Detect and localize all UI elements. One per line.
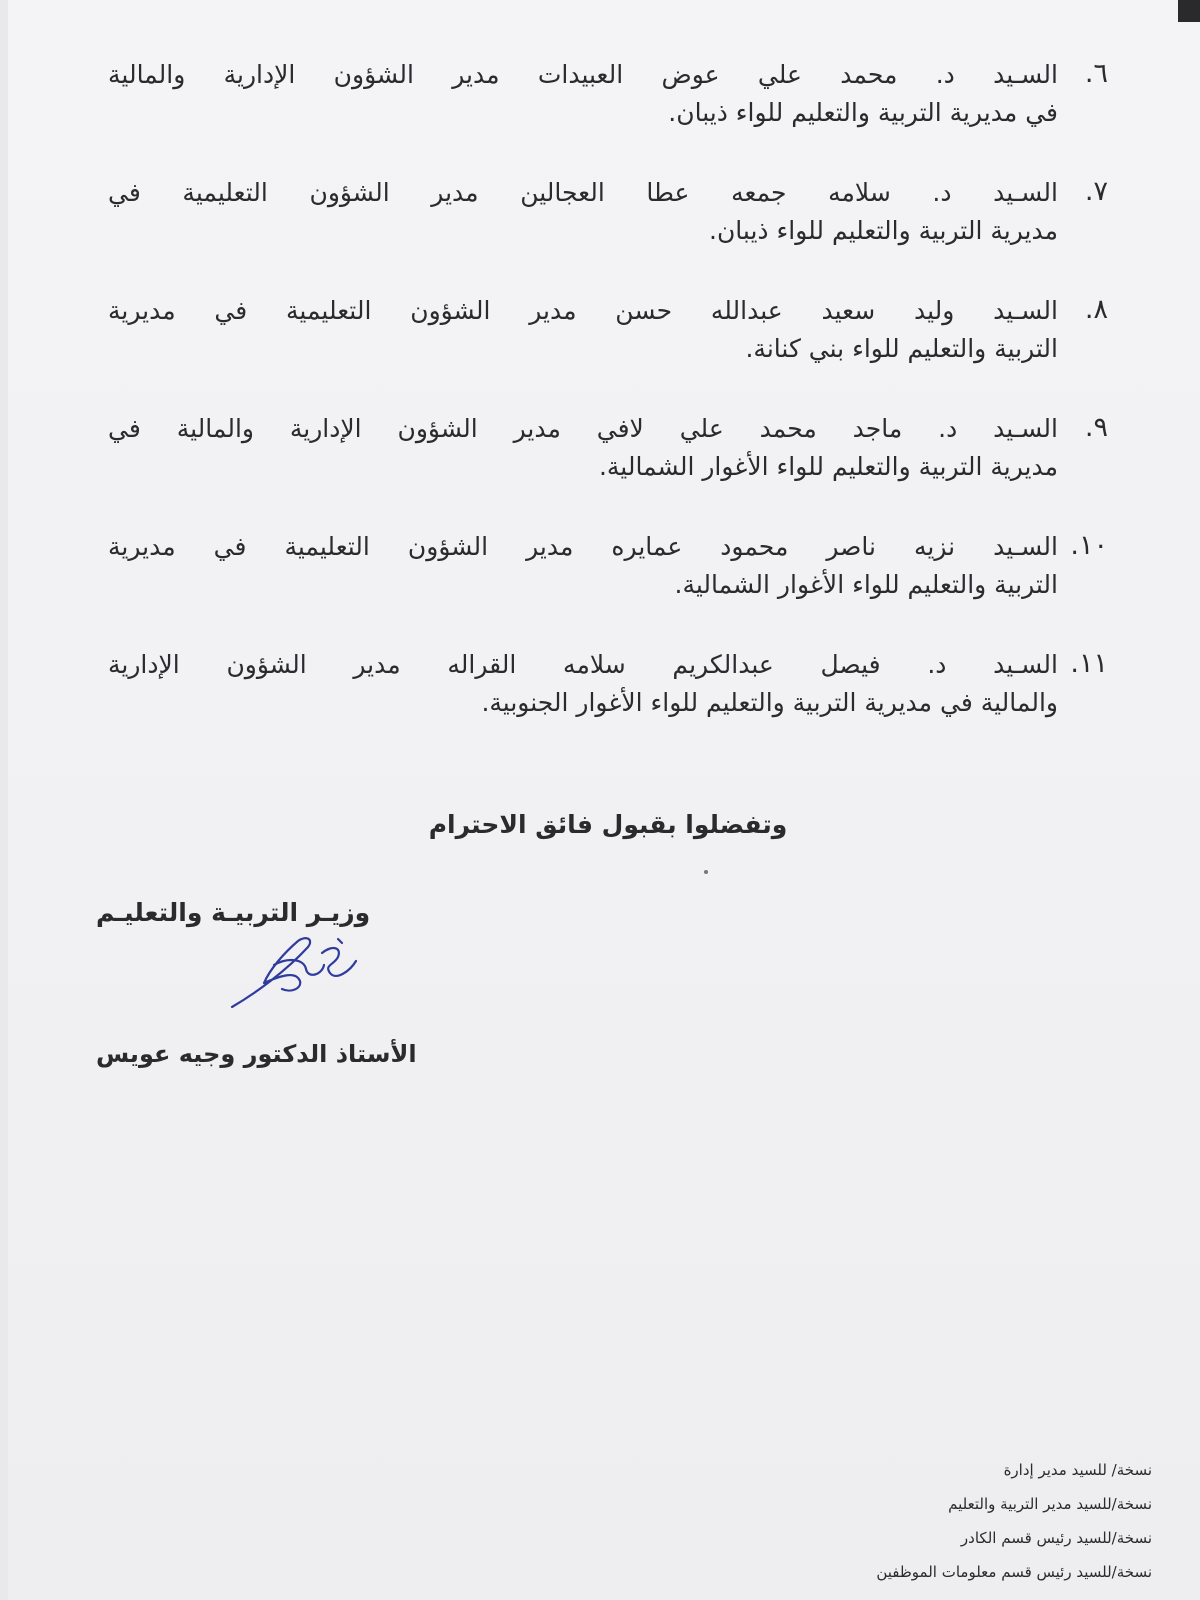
item-line: السـيد وليد سعيد عبدالله حسن مدير الشؤون التعليمية في مديرية [108,296,1058,325]
document-page [8,0,1200,1600]
handwritten-signature [226,935,366,1015]
copy-line: نسخة/للسيد رئيس قسم معلومات الموظفين [876,1563,1152,1581]
item-line: السـيد د. ماجد محمد علي لافي مدير الشؤون الإدارية والمالية في [108,414,1058,443]
page-corner-shadow [1178,0,1200,22]
item-line: التربية والتعليم للواء الأغوار الشمالية. [674,570,1058,599]
item-line: في مديرية التربية والتعليم للواء ذيبان. [668,98,1058,127]
item-number: ١٠. [1070,530,1108,561]
minister-title: وزيـر التربيـة والتعليـم [96,898,371,927]
item-line: السـيد د. فيصل عبدالكريم سلامه القراله مدير الشؤون الإدارية [108,650,1058,679]
item-number: ١١. [1070,648,1108,679]
closing-phrase: وتفضلوا بقبول فائق الاحترام [428,810,788,839]
item-number: ٨. [1084,294,1108,325]
signature-strokes [232,938,356,1007]
item-line: السـيد نزيه ناصر محمود عمايره مدير الشؤون التعليمية في مديرية [108,532,1058,561]
item-number: ٦. [1084,58,1108,89]
item-line: التربية والتعليم للواء بني كنانة. [745,334,1058,363]
item-number: ٧. [1084,176,1108,207]
item-line: مديرية التربية والتعليم للواء الأغوار الشمالية. [598,452,1058,481]
copy-line: نسخة/للسيد رئيس قسم الكادر [960,1529,1152,1547]
list-item [108,60,1108,178]
list-item [108,650,1108,768]
minister-name: الأستاذ الدكتور وجيه عويس [96,1040,417,1068]
item-number: ٩. [1084,412,1108,443]
item-line: مديرية التربية والتعليم للواء ذيبان. [709,216,1058,245]
list-item [108,296,1108,414]
recipient-list [108,60,1108,768]
copy-line: نسخة/ للسيد مدير إدارة [1003,1461,1152,1479]
list-item [108,414,1108,532]
copy-line: نسخة/للسيد مدير التربية والتعليم [948,1495,1152,1513]
item-line: السـيد د. سلامه جمعه عطا العجالين مدير الشؤون التعليمية في [108,178,1058,207]
item-line: السـيد د. محمد علي عوض العبيدات مدير الشؤون الإدارية والمالية [108,60,1058,89]
item-line: والمالية في مديرية التربية والتعليم للواء الأغوار الجنوبية. [481,688,1058,717]
copies-list [652,1460,1152,1596]
list-item [108,532,1108,650]
ink-speck [704,870,708,874]
list-item [108,178,1108,296]
